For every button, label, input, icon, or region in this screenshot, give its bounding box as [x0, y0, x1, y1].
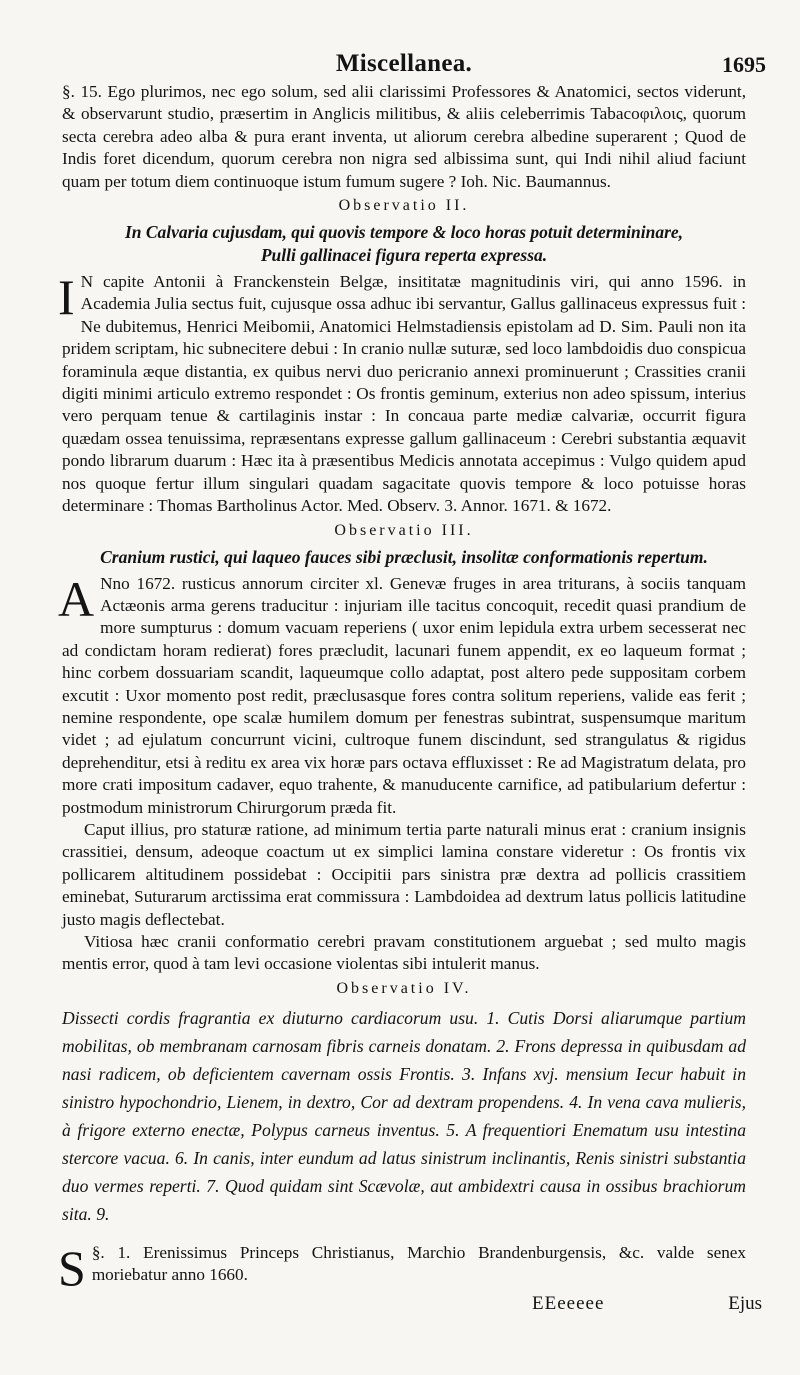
observatio-3-paragraph-1: [58, 570, 746, 819]
signature-mark: EEeeeee: [532, 1292, 605, 1314]
observatio-2-title-line-1: In Calvaria cujusdam, qui quovis tempore & loco horas potuit determininare,: [124, 222, 684, 243]
observatio-2-heading: Observatio II.: [338, 197, 470, 215]
final-section-mark: §. 1.: [91, 1242, 131, 1262]
observatio-2-title-line-2: Pulli gallinacei figura reperta expressa.: [260, 245, 548, 266]
catchword: Ejus: [728, 1292, 762, 1314]
final-body: Erenissimus Princeps Christianus, Marchio Brandenburgensis, &c. valde senex moriebatur anno 1660.: [91, 1242, 747, 1285]
observatio-2-initial: I: [58, 269, 75, 326]
observatio-3-paragraph-3: Vitiosa hæc cranii conformatio cerebri pravam constitutionem arguebat ; sed multo magis mentis error, quod à tam levi occasione violentas sibi intulerit manus.: [62, 932, 746, 974]
observatio-2-body: N capite Antonii à Franckenstein Belgæ, insititatæ magnitudinis viri, qui anno 1596. in Academia Julia sectus fuit, cujusque ossa adhuc ibi servantur, Gallus gallinaceus expressus fuit : Ne dubitemus, Henrici Meibomii, Anatomici Helmstadiensis epistolam ad D. Sim. Pauli non ita pridem scriptam, hic subnecitere debui : In cranio nullæ suturæ, sed loco lambdoidis duo conspicua foraminula æque distantia, ex quibus nervi duo pericranio annexi prominuerunt ; Crassities cranii digiti minimi articulo extremo respondet : Os frontis geminum, exterius non adeo spissum, interius vero perquam tenue & cartilaginis instar : In concaua parte mediæ calvariæ, occurrit figura quædam ossea tenuissima, repræsentans expresse gallum gallinaceum : Cerebri substantia æquavit pondo librarum duarum : Hæc ita à præsentibus Medicis annotata accepimus : Vulgo quidem apud nos quoque fertur illum singulari quadam sagacitate quovis tempore & loco potuisse horas determinare : Thomas Bartholinus Actor. Med. Observ. 3. Annor. 1671. & 1672.: [62, 272, 746, 516]
observatio-3-body-1: Nno 1672. rusticus annorum circiter xl. Genevæ fruges in area triturans, à sociis tanquam Actæonis arma gerens traducitur : injuriam ille tacitus concoquit, recedit quasi prandium de more sumpturus : domum vacuam reperiens ( uxor enim lepidula extra urbem secesserat nec ad condictam horam redierat) fores præcludit, lacunari funem appendit, ex eo laqueum format ; hinc corbem dossuariam scandit, laqueumque collo adaptat, post altero pede suppositam corbem excutit : Uxor momento post redit, præclusasque fores contra solitum reperiens, valide eas ferit ; nemine respondente, ope scalæ humilem domum per fenestras subintrat, suspensumque maritum videt ; ad ejulatum concurrunt vicini, cultroque funem discindunt, sed strangulatus & rigidus deprehenditur, etsi à reditu ex area vix horæ pars octava effluxisset : Re ad Magistratum delata, pro more crati impositum cadaver, equo trahente, & manuducente carnifice, ad patibularium defertur : postmodum ministrorum Chirurgorum præda fit.: [62, 573, 746, 817]
final-paragraph: [58, 1239, 747, 1296]
running-head: [62, 0, 766, 84]
observatio-4-heading: Observatio IV.: [336, 979, 472, 997]
running-title: Miscellanea.: [335, 50, 473, 77]
lead-paragraph: §. 15. Ego plurimos, nec ego solum, sed alii clarissimi Professores & Anatomici, sectos viderunt, & observarunt studio, præsertim in Anglicis militibus, & aliis celeberrimis Tabacoφιλοις, quorum secta cerebra adeo alba & pura erant inventa, ut aliorum cerebra albedine superarent ; Quod de Indis foret dicendum, quorum cerebra non nigra sed albissima sunt, qui Indi nihil aliud faciunt quam per totum diem continuoque istum fumum sugere ? Ioh. Nic. Baumannus.: [62, 82, 746, 191]
final-initial: S: [58, 1239, 86, 1296]
observatio-3-initial: A: [58, 570, 95, 627]
observatio-2-title: [62, 221, 746, 267]
observatio-4-summary: Dissecti cordis fragrantia ex diuturno cardiacorum usu. 1. Cutis Dorsi aliarumque partium mobilitas, ob membranam carnosam fibris carneis donatam. 2. Frons depressa in quibusdam ad nasi radicem, ob deficientem cavernam ossis Frontis. 3. Infans xvj. mensium Iecur habuit in sinistro hypochondrio, Lienem, in dextro, Cor ad dextram propendens. 4. In vena cava mulieris, à frigore externo enectæ, Polypus carneus inventus. 5. A frequentiori Enematum usu intestina stercore vacua. 6. In canis, inter eundum ad latus sinistrum inclinantis, Renis sinistri substantia duo vermes reperti. 7. Quod quidam sint Scævolæ, aut ambidextri causa in ossibus brachiorum sita. 9.: [62, 1007, 746, 1224]
page-number: 1695: [722, 52, 766, 77]
observatio-3-paragraph-2: Caput illius, pro staturæ ratione, ad minimum tertia parte naturali minus erat : cranium insignis crassitiei, densum, adeoque coactum ut ex simplici lamina constare videretur : Os frontis vix pollicarem altitudinem possidebat : Occipitii pars sinistra præ dextra ad pollicis crassitiem eminebat, Suturarum arctissima erat commissura : Lambdoidea ad dextrum latus pollicis latitudine justo magis deflectebat.: [62, 819, 746, 929]
observatio-2-text: [58, 269, 746, 517]
observatio-3-heading: Observatio III.: [334, 521, 474, 539]
page-footer: [62, 1291, 762, 1319]
observatio-3-title: Cranium rustici, qui laqueo fauces sibi præclusit, insolitæ conformationis repertum.: [100, 546, 708, 567]
